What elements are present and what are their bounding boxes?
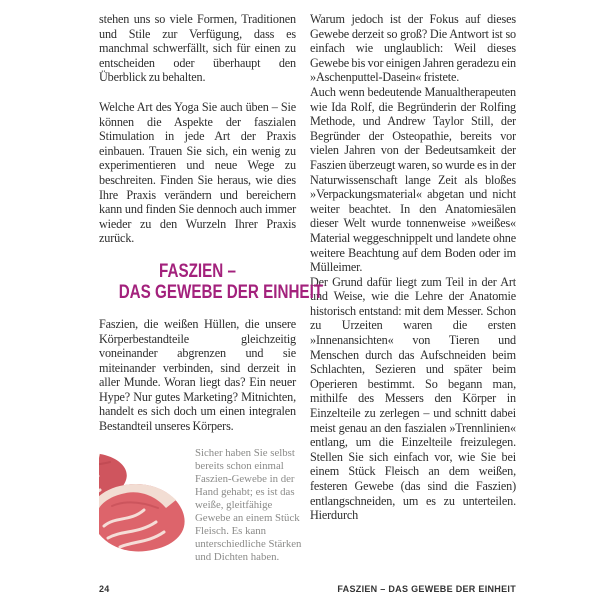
section-heading-line1: FASZIEN – <box>159 260 236 282</box>
left-column <box>99 12 324 578</box>
paragraph-continuation: stehen uns so viele Formen, Traditionen und Stile zur Verfügung, dass es manchmal schwerfällt, sich für einen zu entscheiden oder überhaupt den Überblick zu behalten. <box>99 12 296 85</box>
raw-meat-image <box>99 446 190 554</box>
running-title: FASZIEN – DAS GEWEBE DER EINHEIT <box>337 584 516 594</box>
paragraph-manualtherapeuten: Auch wenn bedeutende Manualtherapeuten wie Ida Rolf, die Begründerin der Rolfing Methode, und Andrew Taylor Still, der Begründer der Osteopathie, bereits vor vielen Jahren von der Bedeutsamkeit der Faszien überzeugt waren, so wurde es in der Naturwissenschaft lange Zeit als bloßes »Verpackungsmaterial« abgetan und nicht weiter beachtet. In den Anatomiesälen dieser Welt wurde tonnenweise »weißes« Material weggeschnippelt und landete ohne weitere Beachtung auf dem Boden oder im Mülleimer. <box>310 84 516 275</box>
page-footer <box>99 578 516 600</box>
section-heading-line2: DAS GEWEBE DER EINHEIT <box>118 282 324 304</box>
page-number: 24 <box>99 584 110 594</box>
right-column <box>310 12 516 578</box>
page-content <box>99 12 516 578</box>
meat-figure <box>99 446 302 565</box>
paragraph-warum-fokus: Warum jedoch ist der Fokus auf dieses Gewebe derzeit so groß? Die Antwort ist so einfach wie unglaublich: Weil dieses Gewebe bis vor einigen Jahren geradezu ein »Aschenputtel-Dasein« fristete. <box>310 12 516 85</box>
paragraph-faszien-intro: Faszien, die weißen Hüllen, die unsere Körperbestandteile gleichzeitig voneinander abgrenzen und sie miteinander verbinden, sind derzeit in aller Munde. Woran liegt das? Ein neuer Hype? Nur gutes Marketing? Mitnichten, handelt es sich doch um einen integralen Bestandteil unseres Körpers. <box>99 316 296 434</box>
figure-caption: Sicher haben Sie selbst bereits schon einmal Faszien-Gewebe in der Hand gehabt; es ist das weiße, gleitfähige Gewebe an einem Stück Fleisch. Es kann unterschiedliche Stärken und Dichten haben. <box>195 446 302 564</box>
paragraph-anatomie-messer: Der Grund dafür liegt zum Teil in der Art und Weise, wie die Lehre der Anatomie historisch entstand: mit dem Messer. Schon zu Urzeiten waren die ersten »Innenansichten« von Tieren und Menschen durch das Aufschneiden beim Schlachten, Sezieren und später beim Operieren bestimmt. So begann man, mithilfe des Messers den Körper in Einzelteile zu zerlegen – und schnitt dabei meist genau an den faszialen »Trennlinien« entlang, um die Einzelteile freizulegen. Stellen Sie sich einfach vor, wie Sie bei einem Stück Fleisch an dem weißen, festeren Gewebe (das sind die Faszien) entlangschneiden, um es zu unterteilen. Hierdurch <box>310 274 516 523</box>
paragraph-yoga: Welche Art des Yoga Sie auch üben – Sie können die Aspekte der faszialen Stimulation in jede Art der Praxis einbauen. Trauen Sie sich, ein wenig zu experimentieren und neue Wege zu beschreiten. Finden Sie heraus, wie dies Ihre Praxis verändern und bereichern kann und finden Sie dennoch auch immer wieder zu den Wurzeln Ihrer Praxis zurück. <box>99 99 296 246</box>
section-heading <box>118 260 324 304</box>
